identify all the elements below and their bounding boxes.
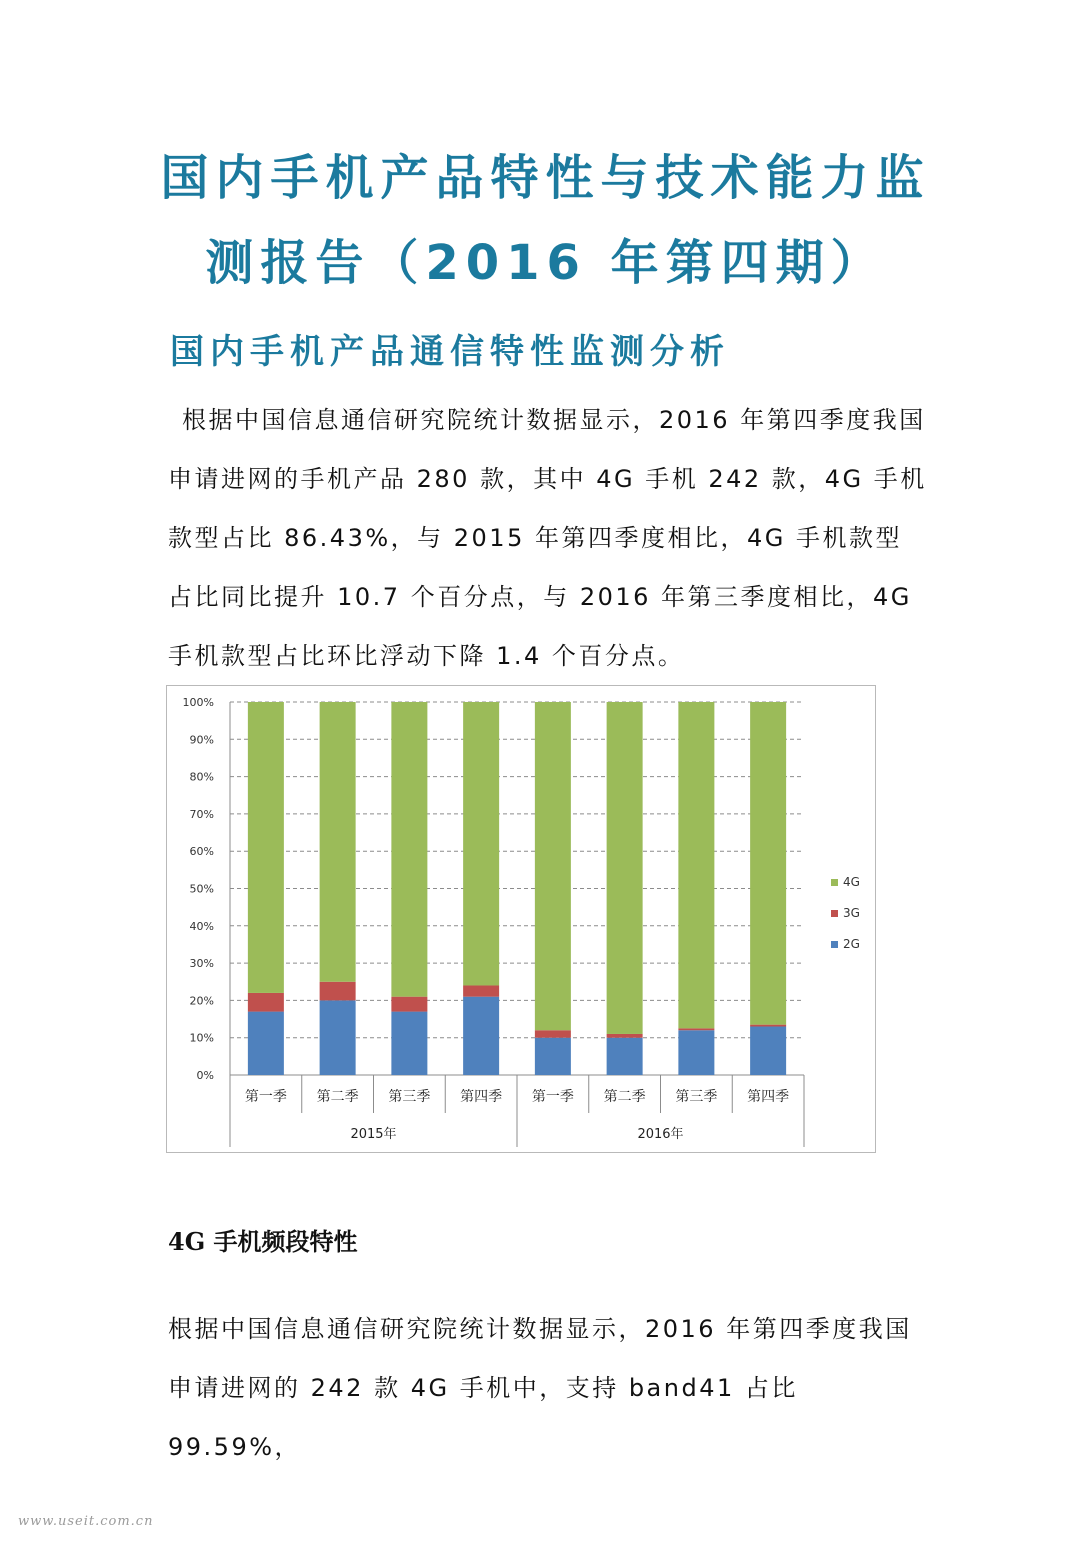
- bar-segment-3g: [320, 982, 356, 1001]
- bar-segment-3g: [248, 993, 284, 1012]
- x-category-label: 第四季: [747, 1089, 790, 1105]
- legend-label-4g: 4G: [843, 875, 860, 889]
- y-tick-label: 0%: [196, 1069, 214, 1082]
- bar-segment-4g: [463, 702, 499, 985]
- legend-label-2g: 2G: [843, 937, 860, 951]
- bar-segment-4g: [678, 702, 714, 1028]
- x-category-label: 第四季: [460, 1089, 503, 1105]
- bar-segment-3g: [607, 1034, 643, 1038]
- y-tick-label: 20%: [189, 994, 214, 1008]
- x-category-label: 第二季: [603, 1089, 646, 1105]
- x-group-label: 2016年: [637, 1127, 684, 1142]
- bar-segment-4g: [535, 702, 571, 1030]
- y-tick-label: 80%: [189, 770, 214, 784]
- y-tick-label: 60%: [189, 845, 214, 859]
- bar-segment-4g: [607, 702, 643, 1034]
- y-tick-label: 30%: [189, 957, 214, 971]
- bar-segment-4g: [320, 702, 356, 982]
- section-heading: 国内手机产品通信特性监测分析: [170, 332, 730, 372]
- bar-segment-3g: [463, 985, 499, 996]
- bar-segment-4g: [248, 702, 284, 993]
- legend-swatch-2g: [831, 941, 838, 948]
- bar-segment-2g: [750, 1027, 786, 1075]
- bar-segment-3g: [750, 1025, 786, 1027]
- bar-segment-3g: [535, 1030, 571, 1037]
- bar-segment-2g: [607, 1038, 643, 1075]
- x-group-label: 2015年: [350, 1127, 397, 1142]
- legend-swatch-4g: [831, 879, 838, 886]
- paragraph-4g-share: [168, 391, 928, 686]
- bar-segment-4g: [391, 702, 427, 997]
- x-category-label: 第三季: [675, 1089, 718, 1105]
- bar-segment-2g: [248, 1012, 284, 1075]
- document-title-line2: 测报告（2016 年第四期）: [205, 235, 886, 291]
- watermark: www.useit.com.cn: [18, 1514, 154, 1529]
- y-tick-label: 10%: [189, 1031, 214, 1045]
- document-title-line1: 国内手机产品特性与技术能力监: [160, 150, 931, 206]
- chart-canvas: [167, 686, 875, 1152]
- legend-label-3g: 3G: [843, 906, 860, 920]
- y-tick-label: 50%: [189, 882, 214, 896]
- bar-segment-2g: [391, 1012, 427, 1075]
- legend-swatch-3g: [831, 910, 838, 917]
- x-category-label: 第一季: [531, 1089, 574, 1105]
- y-tick-label: 70%: [189, 807, 214, 821]
- bar-segment-2g: [535, 1038, 571, 1075]
- y-tick-label: 100%: [182, 696, 214, 709]
- bar-segment-3g: [391, 997, 427, 1012]
- bar-segment-3g: [678, 1028, 714, 1030]
- x-category-label: 第一季: [244, 1089, 287, 1105]
- stacked-bar-chart: [166, 685, 876, 1153]
- subheading-4g-bands: 4G 手机频段特性: [168, 1227, 358, 1256]
- x-category-label: 第三季: [388, 1089, 431, 1105]
- bar-segment-2g: [320, 1000, 356, 1075]
- bar-segment-2g: [463, 997, 499, 1075]
- bar-segment-2g: [678, 1030, 714, 1075]
- bar-segment-4g: [750, 702, 786, 1025]
- y-tick-label: 40%: [189, 919, 214, 933]
- x-category-label: 第二季: [316, 1089, 359, 1105]
- paragraph-4g-share-text: 根据中国信息通信研究院统计数据显示，2016 年第四季度我国申请进网的手机产品 280 款，其中 4G 手机 242 款，4G 手机款型占比 86.43%，与 2015 年第四季度相比，4G 手机款型占比同比提升 10.7 个百分点，与 2016 年第三季度相比，4G 手机款型占比环比浮动下降 1.4 个百分点。: [168, 406, 927, 670]
- paragraph-band-support: 根据中国信息通信研究院统计数据显示，2016 年第四季度我国申请进网的 242 款 4G 手机中，支持 band41 占比 99.59%，: [168, 1315, 912, 1461]
- y-tick-label: 90%: [189, 733, 214, 747]
